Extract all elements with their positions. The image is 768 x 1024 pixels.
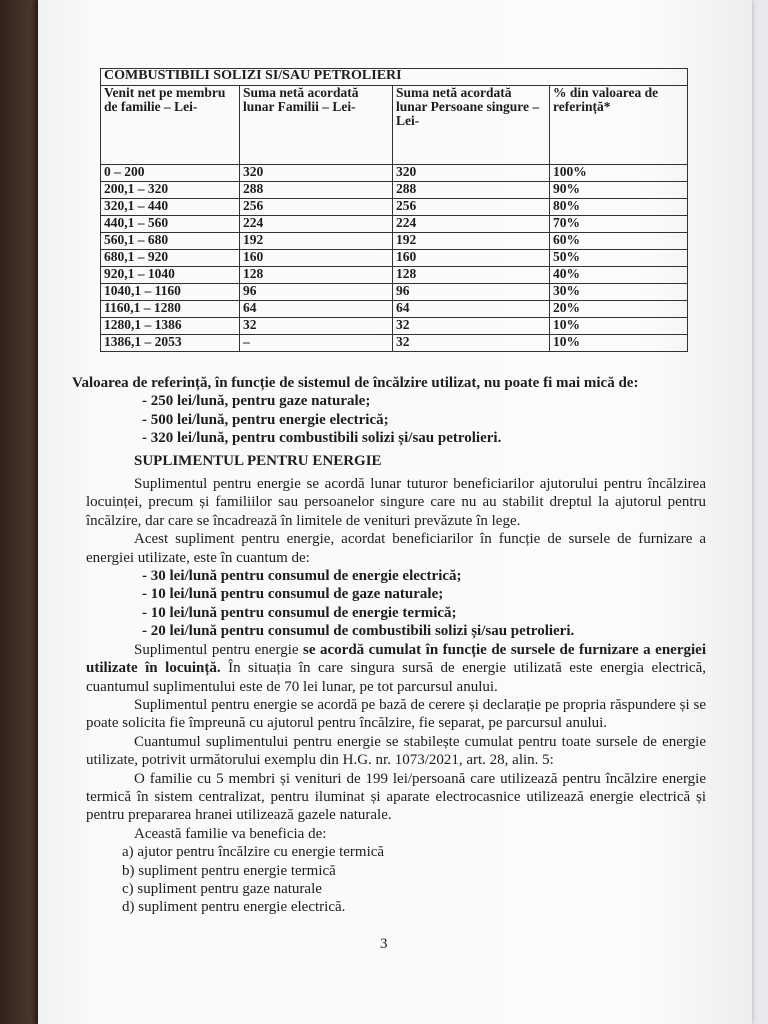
family-amount-cell: 224 [240, 216, 393, 233]
header-single-amount: Suma netă acordată lunar Persoane singure – Lei- [393, 86, 550, 165]
paragraph: Acest supliment pentru energie, acordat beneficiarilor în funcție de sursele de furnizare a energiei utilizate, este în cuantum de: [86, 531, 706, 566]
percent-cell: 40% [550, 267, 688, 284]
percent-cell: 50% [550, 250, 688, 267]
header-family-amount: Suma netă acordată lunar Familii – Lei- [240, 86, 393, 165]
income-cell: 1160,1 – 1280 [101, 301, 240, 318]
single-amount-cell: 288 [393, 182, 550, 199]
single-amount-cell: 160 [393, 250, 550, 267]
amount-item: - 10 lei/lună pentru consumul de gaze naturale; [142, 586, 444, 603]
table-row [101, 199, 688, 216]
table-row [101, 165, 688, 182]
income-cell: 0 – 200 [101, 165, 240, 182]
benefit-item: a) ajutor pentru încălzire cu energie termică [122, 844, 385, 861]
table-row [101, 182, 688, 199]
income-cell: 320,1 – 440 [101, 199, 240, 216]
income-cell: 200,1 – 320 [101, 182, 240, 199]
amount-item: - 20 lei/lună pentru consumul de combustibili solizi și/sau petrolieri. [142, 623, 575, 640]
single-amount-cell: 32 [393, 318, 550, 335]
single-amount-cell: 224 [393, 216, 550, 233]
table-row [101, 250, 688, 267]
reference-item: - 320 lei/lună, pentru combustibili solizi și/sau petrolieri. [142, 430, 502, 447]
amount-item: - 30 lei/lună pentru consumul de energie electrică; [142, 568, 462, 585]
family-amount-cell: 192 [240, 233, 393, 250]
header-income: Venit net pe membru de familie – Lei- [101, 86, 240, 165]
table-row [101, 301, 688, 318]
family-amount-cell: 96 [240, 284, 393, 301]
income-cell: 1280,1 – 1386 [101, 318, 240, 335]
single-amount-cell: 192 [393, 233, 550, 250]
income-cell: 440,1 – 560 [101, 216, 240, 233]
header-percent: % din valoarea de referință* [550, 86, 688, 165]
single-amount-cell: 64 [393, 301, 550, 318]
income-cell: 560,1 – 680 [101, 233, 240, 250]
amount-item: - 10 lei/lună pentru consumul de energie termică; [142, 604, 457, 621]
table-row [101, 267, 688, 284]
table-row [101, 233, 688, 250]
family-amount-cell: – [240, 335, 393, 352]
reference-intro: Valoarea de referință, în funcție de sistemul de încălzire utilizat, nu poate fi mai mică de: [72, 375, 639, 391]
table-row [101, 335, 688, 352]
text-segment: Suplimentul pentru energie [134, 641, 304, 658]
family-amount-cell: 128 [240, 267, 393, 284]
family-amount-cell: 288 [240, 182, 393, 199]
text-segment-bold: se acordă cumulat în funcție de sursele de furnizare a energiei utilizate în locuință. [86, 641, 706, 677]
income-cell: 920,1 – 1040 [101, 267, 240, 284]
percent-cell: 90% [550, 182, 688, 199]
table-row [101, 318, 688, 335]
benefit-item: c) supliment pentru gaze naturale [122, 880, 322, 897]
paragraph: O familie cu 5 membri și venituri de 199 lei/persoană care utilizează pentru încălzire energie termică în sistem centralizat, pentru iluminat și aparate electrocasnice utilizează energie electrică și pentru prepararea hranei utilizează gazele naturale. [86, 770, 706, 824]
income-cell: 1040,1 – 1160 [101, 284, 240, 301]
paragraph [86, 641, 706, 696]
reference-item: - 500 lei/lună, pentru energie electrică; [142, 411, 389, 428]
single-amount-cell: 256 [393, 199, 550, 216]
family-amount-cell: 32 [240, 318, 393, 335]
paragraph: Suplimentul pentru energie se acordă lunar tuturor beneficiarilor ajutorului pentru încălzirea locuinței, precum și familiilor sau persoanelor singure care nu au stabilit dreptul la ajutorul pentru încălzire, dar care se încadrează în limitele de venituri prevăzute în lege. [86, 476, 706, 529]
income-cell: 680,1 – 920 [101, 250, 240, 267]
text-segment: În situația în care singura sursă de energie utilizată este energia electrică, cuantumul suplimentului este de 70 lei lunar, pe tot parcursul anului. [86, 660, 706, 695]
percent-cell: 60% [550, 233, 688, 250]
percent-cell: 30% [550, 284, 688, 301]
paragraph: Această familie va beneficia de: [134, 825, 327, 842]
page-number: 3 [380, 936, 388, 952]
allowance-table [100, 68, 688, 352]
percent-cell: 10% [550, 335, 688, 352]
paragraph: Cuantumul suplimentului pentru energie se stabilește cumulat pentru toate sursele de energie utilizate, potrivit următorului exemplu din H.G. nr. 1073/2021, art. 28, alin. 5: [86, 733, 706, 769]
table-row [101, 284, 688, 301]
single-amount-cell: 32 [393, 335, 550, 352]
percent-cell: 80% [550, 199, 688, 216]
reference-item: - 250 lei/lună, pentru gaze naturale; [142, 393, 371, 410]
family-amount-cell: 256 [240, 199, 393, 216]
single-amount-cell: 128 [393, 267, 550, 284]
document-body [72, 374, 706, 917]
family-amount-cell: 160 [240, 250, 393, 267]
benefit-item: d) supliment pentru energie electrică. [122, 899, 346, 916]
table-row [101, 216, 688, 233]
income-cell: 1386,1 – 2053 [101, 335, 240, 352]
percent-cell: 20% [550, 301, 688, 318]
percent-cell: 100% [550, 165, 688, 182]
family-amount-cell: 320 [240, 165, 393, 182]
benefit-item: b) supliment pentru energie termică [122, 862, 336, 879]
table-title: COMBUSTIBILI SOLIZI SI/SAU PETROLIERI [101, 69, 688, 86]
single-amount-cell: 320 [393, 165, 550, 182]
single-amount-cell: 96 [393, 284, 550, 301]
section-heading: SUPLIMENTUL PENTRU ENERGIE [134, 452, 382, 469]
paragraph: Suplimentul pentru energie se acordă pe bază de cerere și declarație pe propria răspundere și se poate solicita fie împreună cu ajutorul pentru încălzire, fie separat, pe parcursul anului. [86, 696, 706, 732]
family-amount-cell: 64 [240, 301, 393, 318]
percent-cell: 10% [550, 318, 688, 335]
percent-cell: 70% [550, 216, 688, 233]
